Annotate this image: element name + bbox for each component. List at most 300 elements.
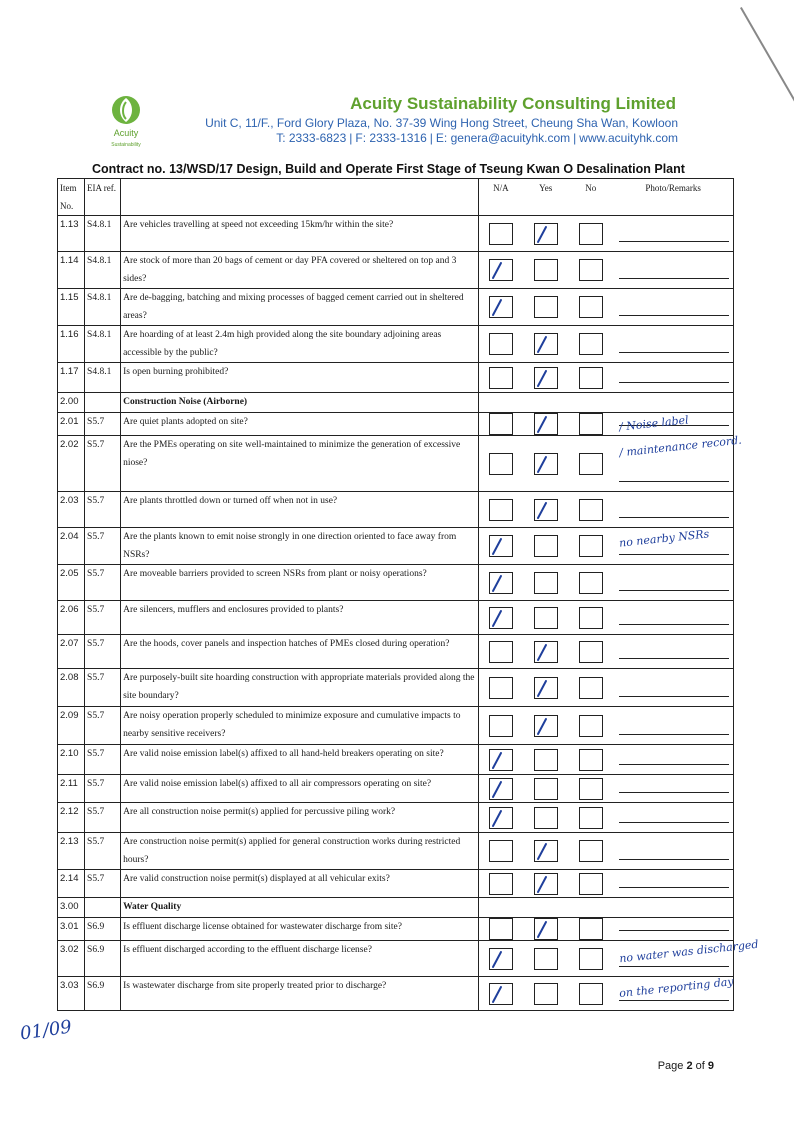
check-cell-na: [478, 833, 523, 870]
check-cell-yes: [523, 669, 568, 707]
checkbox-no[interactable]: [579, 807, 603, 829]
checklist-question: Is open burning prohibited?: [121, 363, 479, 393]
check-cell-na: [478, 565, 523, 601]
eia-ref: S5.7: [85, 601, 121, 635]
check-cell-na: [478, 216, 523, 252]
checkbox-yes[interactable]: [534, 677, 558, 699]
checkbox-na[interactable]: [489, 572, 513, 594]
tick-mark-icon: [536, 455, 547, 473]
checklist-row: [58, 833, 734, 870]
checklist-question: Are moveable barriers provided to screen NSRs from plant or noisy operations?: [121, 565, 479, 601]
checklist-question: Are silencers, mufflers and enclosures provided to plants?: [121, 601, 479, 635]
item-number: 1.13: [58, 216, 85, 252]
remarks-line: [619, 859, 729, 860]
page-prefix: Page: [657, 1060, 687, 1072]
item-number: 2.13: [58, 833, 85, 870]
remarks-cell: [613, 803, 733, 833]
check-cell-na: [478, 635, 523, 669]
eia-ref: [85, 393, 121, 413]
item-number: 2.06: [58, 601, 85, 635]
checkbox-yes[interactable]: [534, 259, 558, 281]
tick-mark-icon: [536, 336, 547, 354]
checklist-question: Are hoarding of at least 2.4m high provided along the site boundary adjoining areas accessible by the public?: [121, 326, 479, 363]
tick-mark-icon: [536, 643, 547, 661]
tick-mark-icon: [536, 717, 547, 735]
header-na: N/A: [478, 179, 523, 216]
checklist-row: [58, 289, 734, 326]
check-cell-na: [478, 898, 523, 918]
eia-ref: S4.8.1: [85, 252, 121, 289]
check-cell-yes: [523, 745, 568, 775]
checkbox-no[interactable]: [579, 749, 603, 771]
remarks-cell: [613, 363, 733, 393]
check-cell-na: [478, 707, 523, 745]
checkbox-yes[interactable]: [534, 333, 558, 355]
page-mid: of: [692, 1060, 708, 1072]
check-cell-yes: [523, 565, 568, 601]
check-cell-no: [568, 870, 613, 898]
checkbox-na[interactable]: [489, 677, 513, 699]
remarks-line: [619, 624, 729, 625]
checklist-question: Are plants throttled down or turned off when not in use?: [121, 492, 479, 528]
remarks-line: [619, 734, 729, 735]
remarks-line: [619, 696, 729, 697]
checkbox-no[interactable]: [579, 413, 603, 435]
check-cell-yes: [523, 252, 568, 289]
remarks-cell: [613, 326, 733, 363]
checkbox-no[interactable]: [579, 918, 603, 940]
checklist-row: [58, 707, 734, 745]
eia-ref: S5.7: [85, 833, 121, 870]
checkbox-no[interactable]: [579, 535, 603, 557]
eia-ref: S5.7: [85, 745, 121, 775]
header-no: No: [568, 179, 613, 216]
remarks-cell: [613, 216, 733, 252]
remarks-cell: [613, 635, 733, 669]
checkbox-no[interactable]: [579, 333, 603, 355]
check-cell-no: [568, 363, 613, 393]
remarks-cell: [613, 528, 733, 565]
checklist-row: [58, 977, 734, 1011]
item-number: 2.05: [58, 565, 85, 601]
check-cell-no: [568, 393, 613, 413]
checkbox-no[interactable]: [579, 840, 603, 862]
check-cell-yes: [523, 528, 568, 565]
check-cell-no: [568, 941, 613, 977]
check-cell-no: [568, 289, 613, 326]
check-cell-yes: [523, 977, 568, 1011]
leaf-logo-icon: [100, 90, 152, 150]
remarks-cell: [613, 937, 760, 977]
item-number: 1.17: [58, 363, 85, 393]
item-number: 2.14: [58, 870, 85, 898]
tick-mark-icon: [492, 950, 503, 968]
checkbox-na[interactable]: [489, 413, 513, 435]
checkbox-yes[interactable]: [534, 641, 558, 663]
checklist-question: Are the PMEs operating on site well-maintained to minimize the generation of excessive niose?: [121, 436, 479, 492]
tick-mark-icon: [492, 751, 503, 769]
check-cell-yes: [523, 775, 568, 803]
checkbox-na[interactable]: [489, 983, 513, 1005]
checklist-question: Are valid noise emission label(s) affixed to all hand-held breakers operating on site?: [121, 745, 479, 775]
tick-mark-icon: [536, 875, 547, 893]
checkbox-na[interactable]: [489, 367, 513, 389]
checkbox-yes[interactable]: [534, 499, 558, 521]
checklist-row: [58, 870, 734, 898]
header-eia: EIA ref.: [85, 179, 121, 216]
tick-mark-icon: [536, 416, 547, 434]
check-cell-no: [568, 635, 613, 669]
check-cell-na: [478, 870, 523, 898]
item-number: 2.01: [58, 413, 85, 436]
tick-mark-icon: [536, 369, 547, 387]
check-cell-na: [478, 252, 523, 289]
eia-ref: S4.8.1: [85, 326, 121, 363]
eia-ref: S5.7: [85, 669, 121, 707]
logo-subtext: Sustainability: [111, 142, 141, 148]
eia-ref: S5.7: [85, 492, 121, 528]
phone-number: T: 2333-6823: [276, 131, 347, 145]
checkbox-na[interactable]: [489, 296, 513, 318]
remarks-line: [619, 554, 729, 555]
checkbox-yes[interactable]: [534, 873, 558, 895]
checkbox-na[interactable]: [489, 641, 513, 663]
handwritten-remark: / Noise label: [618, 413, 690, 434]
fax-number: F: 2333-1316: [355, 131, 427, 145]
header-description: [121, 179, 479, 216]
checkbox-yes[interactable]: [534, 840, 558, 862]
checkbox-yes[interactable]: [534, 572, 558, 594]
check-cell-yes: [523, 635, 568, 669]
email-address: E: genera@acuityhk.com: [435, 131, 571, 145]
remarks-cell: [613, 413, 733, 436]
remarks-cell: [613, 565, 733, 601]
checklist-question: Are stock of more than 20 bags of cement or day PFA covered or sheltered on top and 3 sides?: [121, 252, 479, 289]
check-cell-yes: [523, 393, 568, 413]
company-logo: [100, 90, 152, 150]
check-cell-na: [478, 601, 523, 635]
check-cell-no: [568, 216, 613, 252]
remarks-cell: [613, 601, 733, 635]
item-number: 1.16: [58, 326, 85, 363]
check-cell-no: [568, 436, 613, 492]
page-number: [658, 1060, 714, 1072]
item-number: 2.03: [58, 492, 85, 528]
checklist-question: Are vehicles travelling at speed not exceeding 15km/hr within the site?: [121, 216, 479, 252]
checkbox-no[interactable]: [579, 983, 603, 1005]
check-cell-na: [478, 492, 523, 528]
company-name: Acuity Sustainability Consulting Limited: [350, 94, 676, 113]
checklist-question: Is effluent discharge license obtained for wastewater discharge from site?: [121, 918, 479, 941]
checkbox-no[interactable]: [579, 778, 603, 800]
checklist-row: [58, 363, 734, 393]
checkbox-yes[interactable]: [534, 223, 558, 245]
page-total: 9: [707, 1060, 714, 1072]
tick-mark-icon: [536, 501, 547, 519]
checklist-row: [58, 252, 734, 289]
checklist-row: [58, 528, 734, 565]
remarks-cell: [613, 898, 733, 918]
check-cell-na: [478, 363, 523, 393]
checkbox-yes[interactable]: [534, 535, 558, 557]
item-number: 2.12: [58, 803, 85, 833]
checkbox-no[interactable]: [579, 641, 603, 663]
checklist-row: [58, 216, 734, 252]
eia-ref: S6.9: [85, 941, 121, 977]
checklist-row: [58, 803, 734, 833]
checklist-question: Are noisy operation properly scheduled to minimize exposure and cumulative impacts to nearby sensitive receivers?: [121, 707, 479, 745]
tick-mark-icon: [492, 780, 503, 798]
checkbox-yes[interactable]: [534, 453, 558, 475]
remarks-line: [619, 590, 729, 591]
checkbox-yes[interactable]: [534, 749, 558, 771]
item-number: 2.00: [58, 393, 85, 413]
check-cell-no: [568, 565, 613, 601]
checkbox-na[interactable]: [489, 333, 513, 355]
item-number: 2.02: [58, 436, 85, 492]
checklist-question: Are all construction noise permit(s) applied for percussive piling work?: [121, 803, 479, 833]
checklist-row: [58, 669, 734, 707]
inspection-checklist-table: [57, 178, 760, 1011]
checkbox-yes[interactable]: [534, 296, 558, 318]
checklist-question: Are valid construction noise permit(s) displayed at all vehicular exits?: [121, 870, 479, 898]
item-number: 3.01: [58, 918, 85, 941]
remarks-line: [619, 315, 729, 316]
checkbox-no[interactable]: [579, 259, 603, 281]
checklist-row: [58, 745, 734, 775]
tick-mark-icon: [492, 809, 503, 827]
eia-ref: S6.9: [85, 918, 121, 941]
eia-ref: S4.8.1: [85, 216, 121, 252]
eia-ref: S5.7: [85, 528, 121, 565]
checklist-question: Are construction noise permit(s) applied for general construction works during restricted hours?: [121, 833, 479, 870]
checkbox-na[interactable]: [489, 223, 513, 245]
tick-mark-icon: [536, 921, 547, 939]
check-cell-no: [568, 669, 613, 707]
checkbox-yes[interactable]: [534, 367, 558, 389]
checklist-question: Are de-bagging, batching and mixing processes of bagged cement carried out in sheltered areas?: [121, 289, 479, 326]
eia-ref: S4.8.1: [85, 289, 121, 326]
tick-mark-icon: [536, 843, 547, 861]
tick-mark-icon: [536, 225, 547, 243]
checkbox-no[interactable]: [579, 607, 603, 629]
remarks-cell: [613, 252, 733, 289]
eia-ref: S5.7: [85, 436, 121, 492]
remarks-cell: [613, 433, 743, 492]
checkbox-yes[interactable]: [534, 607, 558, 629]
remarks-cell: [613, 745, 733, 775]
item-number: 1.15: [58, 289, 85, 326]
company-address: Unit C, 11/F., Ford Glory Plaza, No. 37-39 Wing Hong Street, Cheung Sha Wan, Kowloon: [205, 116, 678, 130]
checkbox-yes[interactable]: [534, 778, 558, 800]
checkbox-no[interactable]: [579, 223, 603, 245]
check-cell-yes: [523, 941, 568, 977]
logo-text: Acuity: [113, 128, 139, 138]
check-cell-na: [478, 803, 523, 833]
item-number: 2.09: [58, 707, 85, 745]
remarks-line: [619, 517, 729, 518]
checklist-row: [58, 635, 734, 669]
item-number: 3.00: [58, 898, 85, 918]
section-title: Water Quality: [121, 898, 479, 918]
remarks-line: [619, 658, 729, 659]
item-number: 3.02: [58, 941, 85, 977]
checkbox-yes[interactable]: [534, 807, 558, 829]
checkbox-na[interactable]: [489, 749, 513, 771]
remarks-line: [619, 352, 729, 353]
checkbox-na[interactable]: [489, 807, 513, 829]
checkbox-na[interactable]: [489, 840, 513, 862]
checkbox-no[interactable]: [579, 873, 603, 895]
check-cell-yes: [523, 601, 568, 635]
checkbox-yes[interactable]: [534, 715, 558, 737]
section-row: [58, 898, 734, 918]
checklist-row: [58, 601, 734, 635]
checklist-question: Are quiet plants adopted on site?: [121, 413, 479, 436]
check-cell-yes: [523, 363, 568, 393]
remarks-cell: [613, 707, 733, 745]
eia-ref: S6.9: [85, 977, 121, 1011]
checklist-row: [58, 941, 734, 977]
eia-ref: S5.7: [85, 707, 121, 745]
check-cell-yes: [523, 413, 568, 436]
header-item: Item No.: [58, 179, 85, 216]
check-cell-yes: [523, 216, 568, 252]
check-cell-no: [568, 707, 613, 745]
check-cell-na: [478, 775, 523, 803]
check-cell-yes: [523, 918, 568, 941]
handwritten-remark: on the reporting day: [618, 975, 735, 1000]
checkbox-na[interactable]: [489, 607, 513, 629]
eia-ref: S5.7: [85, 635, 121, 669]
tick-mark-icon: [492, 574, 503, 592]
checkbox-na[interactable]: [489, 535, 513, 557]
section-row: [58, 393, 734, 413]
check-cell-no: [568, 833, 613, 870]
handwritten-remark: no nearby NSRs: [618, 527, 711, 550]
contact-line: T: 2333-6823 | F: 2333-1316 | E: genera@acuityhk.com | www.acuityhk.com: [276, 131, 678, 145]
check-cell-no: [568, 252, 613, 289]
checkbox-no[interactable]: [579, 572, 603, 594]
checkbox-no[interactable]: [579, 296, 603, 318]
checkbox-na[interactable]: [489, 918, 513, 940]
check-cell-no: [568, 803, 613, 833]
check-cell-na: [478, 393, 523, 413]
check-cell-na: [478, 289, 523, 326]
item-number: 2.08: [58, 669, 85, 707]
checklist-row: [58, 413, 734, 436]
checklist-question: Are valid noise emission label(s) affixed to all air compressors operating on site?: [121, 775, 479, 803]
check-cell-no: [568, 492, 613, 528]
check-cell-na: [478, 326, 523, 363]
remarks-line: [619, 930, 729, 931]
checklist-row: [58, 565, 734, 601]
remarks-line: [619, 481, 729, 482]
remarks-cell: [613, 289, 733, 326]
checkbox-no[interactable]: [579, 715, 603, 737]
checkbox-na[interactable]: [489, 873, 513, 895]
checkbox-na[interactable]: [489, 948, 513, 970]
tick-mark-icon: [492, 985, 503, 1003]
remarks-cell: [613, 393, 733, 413]
checkbox-no[interactable]: [579, 499, 603, 521]
checkbox-na[interactable]: [489, 778, 513, 800]
remarks-line: [619, 887, 729, 888]
checkbox-na[interactable]: [489, 259, 513, 281]
checkbox-yes[interactable]: [534, 918, 558, 940]
check-cell-no: [568, 745, 613, 775]
check-cell-na: [478, 745, 523, 775]
check-cell-yes: [523, 492, 568, 528]
handwritten-margin-note: 01/09: [18, 1016, 74, 1045]
checkbox-yes[interactable]: [534, 948, 558, 970]
check-cell-yes: [523, 870, 568, 898]
item-number: 3.03: [58, 977, 85, 1011]
checkbox-no[interactable]: [579, 948, 603, 970]
check-cell-no: [568, 918, 613, 941]
handwritten-remark: / maintenance record.: [618, 433, 743, 460]
checkbox-no[interactable]: [579, 453, 603, 475]
check-cell-no: [568, 898, 613, 918]
remarks-line: [619, 792, 729, 793]
remarks-cell: [613, 492, 733, 528]
checkbox-na[interactable]: [489, 499, 513, 521]
eia-ref: S5.7: [85, 775, 121, 803]
checkbox-no[interactable]: [579, 677, 603, 699]
corner-pen-mark: [740, 7, 794, 103]
checkbox-yes[interactable]: [534, 413, 558, 435]
check-cell-no: [568, 413, 613, 436]
remarks-cell: [613, 669, 733, 707]
check-cell-yes: [523, 898, 568, 918]
remarks-line: [619, 382, 729, 383]
checklist-question: Is wastewater discharge from site properly treated prior to discharge?: [121, 977, 479, 1011]
remarks-cell: [613, 977, 733, 1011]
item-number: 2.10: [58, 745, 85, 775]
tick-mark-icon: [536, 679, 547, 697]
eia-ref: S5.7: [85, 870, 121, 898]
eia-ref: S5.7: [85, 565, 121, 601]
page-current: 2: [686, 1060, 693, 1072]
check-cell-no: [568, 775, 613, 803]
checkbox-na[interactable]: [489, 715, 513, 737]
eia-ref: S5.7: [85, 803, 121, 833]
tick-mark-icon: [492, 299, 503, 317]
check-cell-na: [478, 977, 523, 1011]
check-cell-na: [478, 669, 523, 707]
remarks-line: [619, 764, 729, 765]
header-remarks: Photo/Remarks: [613, 179, 733, 216]
remarks-line: [619, 822, 729, 823]
eia-ref: S4.8.1: [85, 363, 121, 393]
remarks-cell: [613, 775, 733, 803]
handwritten-remark: no water was discharged: [618, 937, 760, 966]
check-cell-yes: [523, 833, 568, 870]
checkbox-yes[interactable]: [534, 983, 558, 1005]
item-number: 1.14: [58, 252, 85, 289]
checklist-row: [58, 492, 734, 528]
check-cell-no: [568, 326, 613, 363]
check-cell-na: [478, 918, 523, 941]
eia-ref: [85, 898, 121, 918]
check-cell-yes: [523, 326, 568, 363]
checkbox-na[interactable]: [489, 453, 513, 475]
check-cell-no: [568, 977, 613, 1011]
checkbox-no[interactable]: [579, 367, 603, 389]
remarks-cell: [613, 833, 733, 870]
check-cell-no: [568, 601, 613, 635]
checklist-row: [58, 775, 734, 803]
